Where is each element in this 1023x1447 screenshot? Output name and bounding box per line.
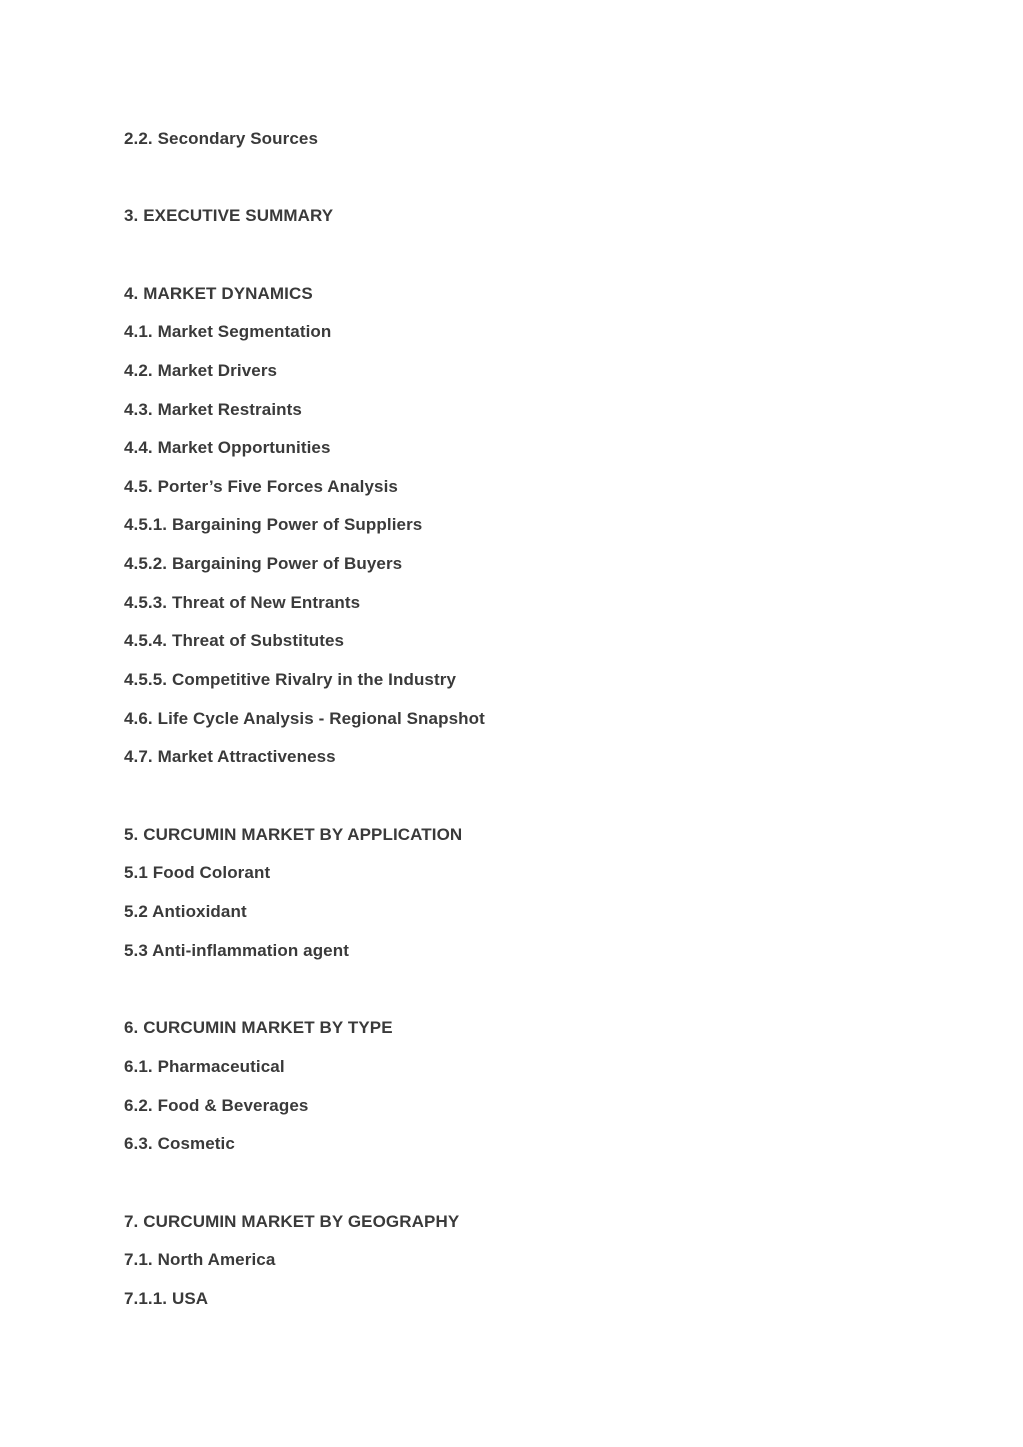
toc-item-4-5-2: 4.5.2. Bargaining Power of Buyers [124,554,403,573]
toc-item-5-3: 5.3 Anti-inflammation agent [124,941,349,960]
toc-item-4-4: 4.4. Market Opportunities [124,438,331,457]
toc-heading-3: 3. EXECUTIVE SUMMARY [124,206,334,225]
toc-item-6-3: 6.3. Cosmetic [124,1134,235,1153]
toc-item-4-5: 4.5. Porter’s Five Forces Analysis [124,477,398,496]
toc-item-4-5-1: 4.5.1. Bargaining Power of Suppliers [124,515,423,534]
toc-item-4-1: 4.1. Market Segmentation [124,322,332,341]
toc-item-4-2: 4.2. Market Drivers [124,361,278,380]
toc-item-7-1: 7.1. North America [124,1250,276,1269]
toc-item-4-7: 4.7. Market Attractiveness [124,747,336,766]
toc-item-6-1: 6.1. Pharmaceutical [124,1057,285,1076]
toc-heading-4: 4. MARKET DYNAMICS [124,284,313,303]
toc-heading-5: 5. CURCUMIN MARKET BY APPLICATION [124,825,463,844]
toc-item-4-5-4: 4.5.4. Threat of Substitutes [124,631,345,650]
toc-item-7-1-1: 7.1.1. USA [124,1289,209,1308]
toc-item-6-2: 6.2. Food & Beverages [124,1096,309,1115]
toc-item-4-5-5: 4.5.5. Competitive Rivalry in the Industry [124,670,457,689]
toc-item-2-2: 2.2. Secondary Sources [124,129,319,148]
toc-item-4-3: 4.3. Market Restraints [124,400,302,419]
toc-item-4-6: 4.6. Life Cycle Analysis - Regional Snapshot [124,709,485,728]
toc-item-4-5-3: 4.5.3. Threat of New Entrants [124,593,361,612]
toc-item-5-2: 5.2 Antioxidant [124,902,247,921]
toc-item-5-1: 5.1 Food Colorant [124,863,271,882]
toc-heading-7: 7. CURCUMIN MARKET BY GEOGRAPHY [124,1212,460,1231]
toc-heading-6: 6. CURCUMIN MARKET BY TYPE [124,1018,393,1037]
